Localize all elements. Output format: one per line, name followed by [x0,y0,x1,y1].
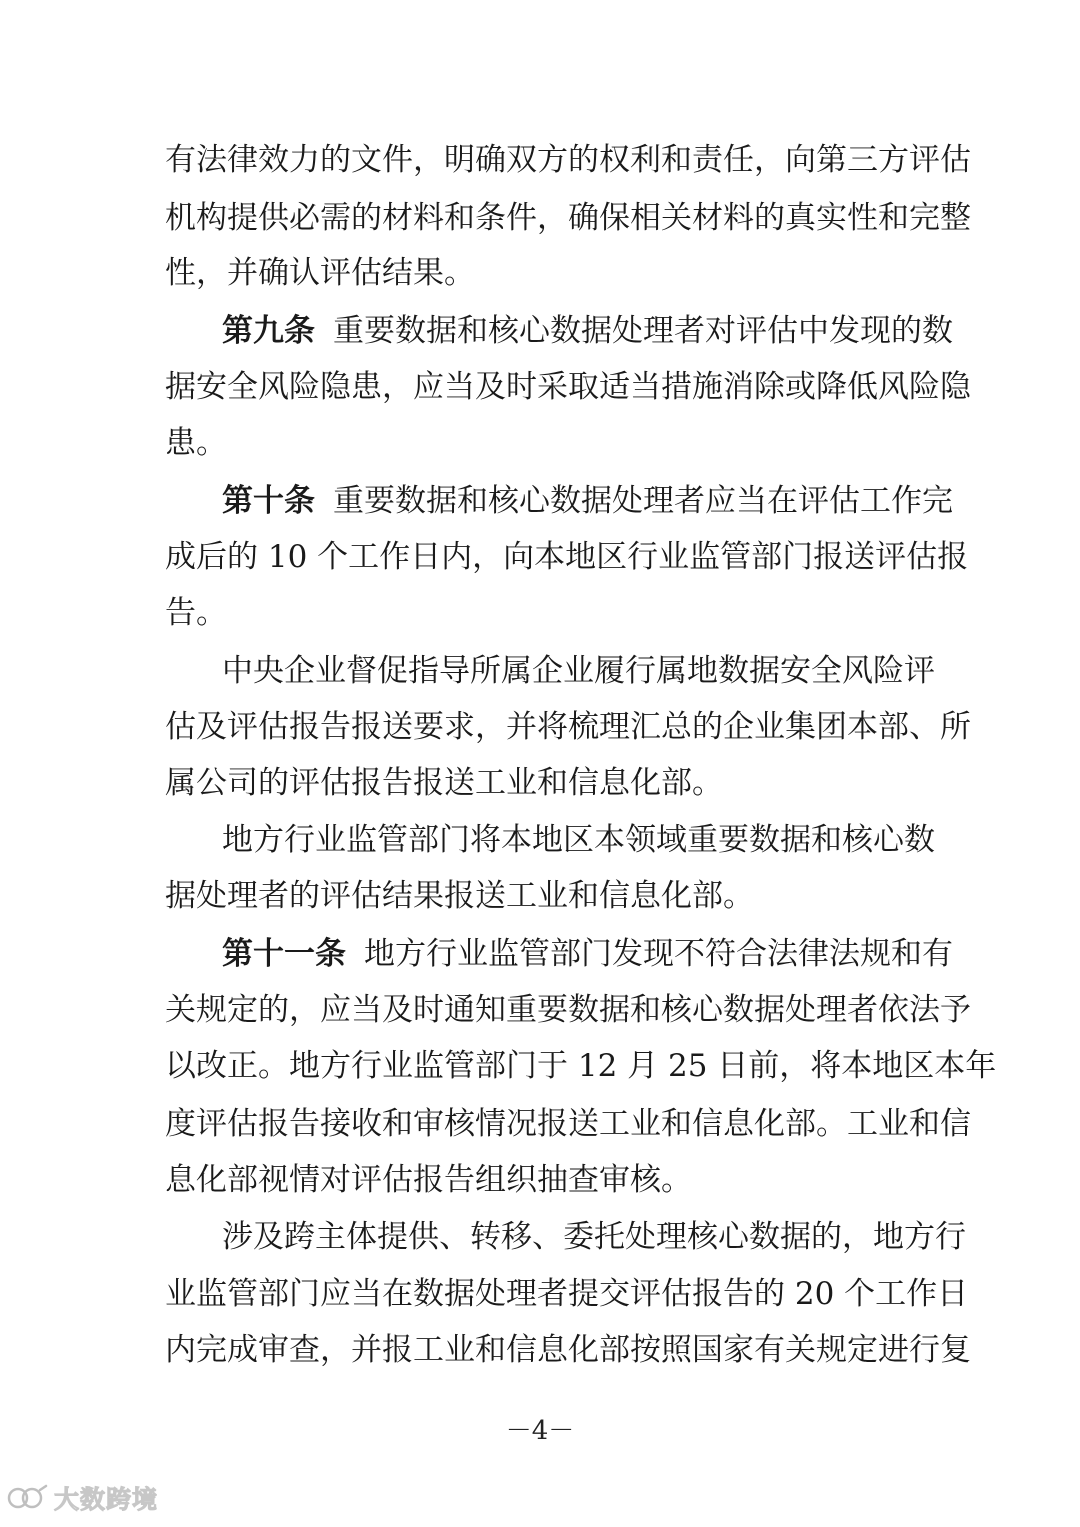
article-9-text: 重要数据和核心数据处理者对评估中发现的数 [333,313,953,349]
text-line: 息化部视情对评估报告组织抽查审核。 [165,1162,692,1198]
text-line: 据处理者的评估结果报送工业和信息化部。 [165,878,754,914]
text-line: 告。 [165,595,227,631]
text-line: 属公司的评估报告报送工业和信息化部。 [165,765,723,801]
article-9-first-line [222,309,953,353]
text-line: 地方行业监管部门将本地区本领域重要数据和核心数 [222,822,935,858]
article-11-heading: 第十一条 [222,936,346,972]
watermark-text: 大数跨境 [54,1485,159,1514]
text-line: 患。 [165,425,227,461]
text-line: 成后的 10 个工作日内，向本地区行业监管部门报送评估报 [165,539,969,575]
text-line: 中央企业督促指导所属企业履行属地数据安全风险评 [222,653,935,689]
text-line: 据安全风险隐患，应当及时采取适当措施消除或降低风险隐 [165,369,971,405]
article-10-heading: 第十条 [222,483,315,519]
text-line: 关规定的，应当及时通知重要数据和核心数据处理者依法予 [165,992,971,1028]
article-11-first-line [222,932,953,976]
text-line: 内完成审查，并报工业和信息化部按照国家有关规定进行复 [165,1332,971,1368]
article-10-first-line [222,479,953,523]
text-line: 以改正。地方行业监管部门于 12 月 25 日前，将本地区本年 [165,1048,997,1084]
article-10-text: 重要数据和核心数据处理者应当在评估工作完 [333,483,953,519]
logo-icon [6,1481,48,1515]
text-line: 性，并确认评估结果。 [165,255,475,291]
text-line: 度评估报告接收和审核情况报送工业和信息化部。工业和信 [165,1106,971,1142]
article-11-text: 地方行业监管部门发现不符合法律法规和有 [364,936,953,972]
text-line: 机构提供必需的材料和条件，确保相关材料的真实性和完整 [165,200,971,236]
text-line: 业监管部门应当在数据处理者提交评估报告的 20 个工作日 [165,1276,969,1312]
article-9-heading: 第九条 [222,313,315,349]
text-line: 有法律效力的文件，明确双方的权利和责任，向第三方评估 [165,142,971,178]
page-number: －4－ [505,1416,575,1446]
watermark [6,1478,158,1518]
text-line: 涉及跨主体提供、转移、委托处理核心数据的，地方行 [222,1219,966,1255]
text-line: 估及评估报告报送要求，并将梳理汇总的企业集团本部、所 [165,709,971,745]
